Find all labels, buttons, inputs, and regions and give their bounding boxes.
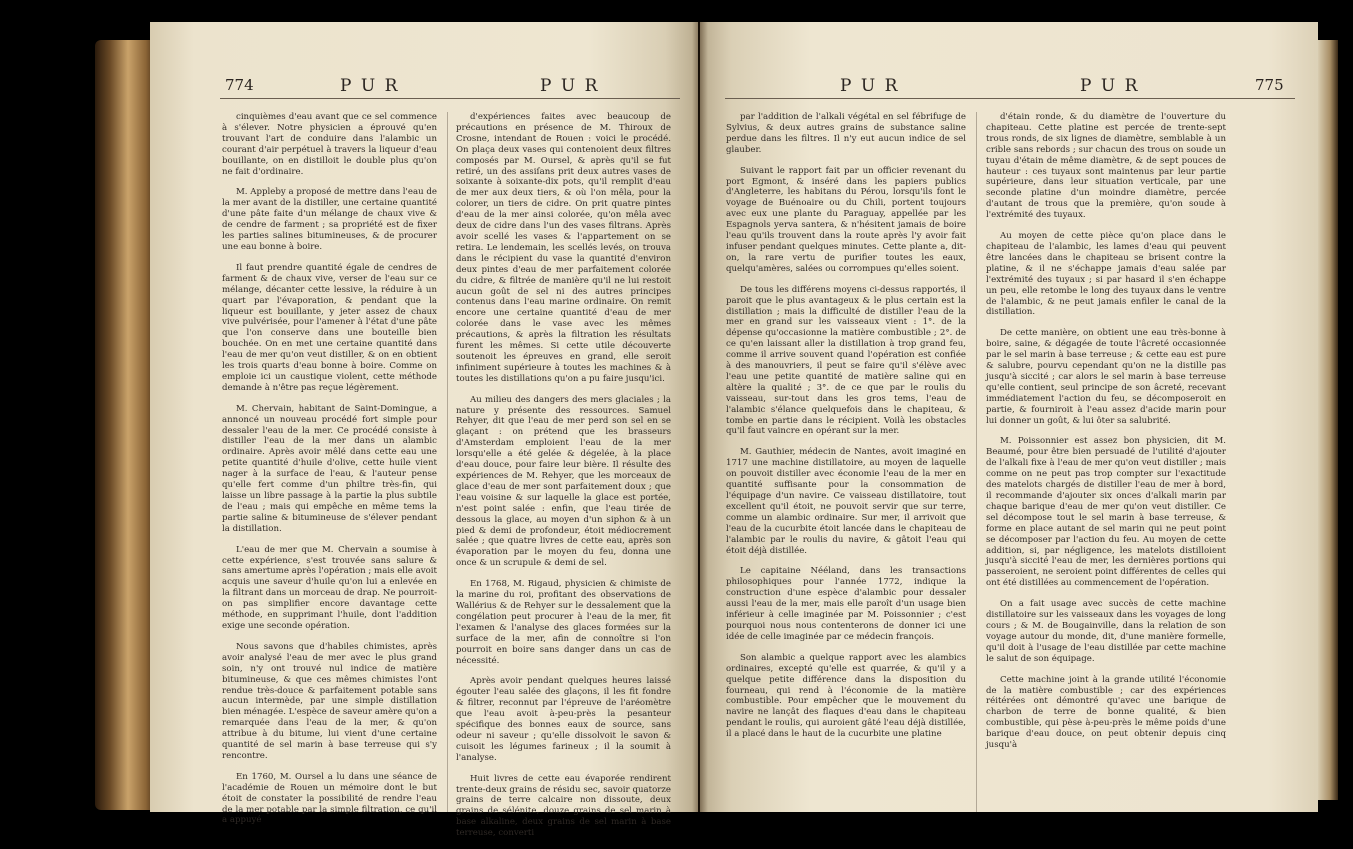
right-page-column-1 bbox=[726, 112, 966, 750]
paragraph: Il faut prendre quantité égale de cendres de farment & de chaux vive, verser de l'eau sur ce mélange, décanter cette lessive, la réduire à un quart par l'évaporation, & pendant que la liqueur est bouillante, y jeter assez de chaux vive pulvérisée, pour l'amener à l'état d'une pâte que l'on conserve dans une bouteille bien bouchée. On en met une certaine quantité dans l'eau de mer qu'on veut distiller, & on en obtient les trois quarts d'eau bonne à boire. Comme on emploie ici un caustique violent, cette méthode demande à n'être pas reçue légèrement. bbox=[222, 262, 437, 393]
left-page bbox=[150, 22, 698, 839]
paragraph: par l'addition de l'alkali végétal en sel fébrifuge de Sylvius, & deux autres grains de substance saline perdue dans les filtres. Il n'y eut aucun indice de sel glauber. bbox=[726, 112, 966, 155]
paragraph: L'eau de mer que M. Chervain a soumise à cette expérience, s'est trouvée sans salure & sans amertume après l'opération ; mais elle avoit acquis une saveur d'huile qu'on lui a enlevée en la filtrant dans un morceau de drap. Ne pourroit-on pas simplifier encore davantage cette méthode, en supprimant l'huile, dont l'addition exige une seconde opération. bbox=[222, 544, 437, 631]
paragraph: Après avoir pendant quelques heures laissé égouter l'eau salée des glaçons, il les fit fondre & filtrer, reconnut par l'épreuve de l'aréomètre que l'eau avoit à-peu-près la pesanteur spécifique des bonnes eaux de source, sans odeur ni saveur ; qu'elle dissolvoit le savon & cuisoit les légumes farineux ; il la soumit à l'analyse. bbox=[456, 676, 671, 763]
paragraph: d'étain ronde, & du diamètre de l'ouverture du chapiteau. Cette platine est percée de trente-sept trous ronds, de six lignes de diamètre, semblable à un crible sans rebords ; sur chacun des trous on soude un tuyau d'étain de même diamètre, & de sept pouces de hauteur : ces tuyaux sont maintenus par leur partie supérieure, dans leur situation verticale, par une seconde platine d'un moindre diamètre, percée d'autant de trous que la première, qu'on soude à l'extrémité des tuyaux. bbox=[986, 112, 1226, 221]
book-page-edges-left bbox=[95, 40, 155, 810]
left-page-column-2 bbox=[456, 112, 671, 849]
running-head-right-1: P U R bbox=[840, 76, 900, 96]
header-rule-right bbox=[725, 98, 1295, 99]
page-number-left: 774 bbox=[225, 76, 254, 94]
paragraph: Suivant le rapport fait par un officier revenant du port Egmont, & inséré dans les papiers publics d'Angleterre, les habitans du Pérou, lorsqu'ils font le voyage de Buénoaire ou du Chili, portent toujours avec eux une plante du Paraguay, appellée par les Espagnols yerva santera, & n'hésitent jamais de boire l'eau qu'ils trouvent dans la route après l'y avoir fait infuser pendant quelques minutes. Cette plante a, dit-on, la rare vertu de purifier toutes les eaux, quelqu'amères, salées ou corrompues qu'elles soient. bbox=[726, 165, 966, 274]
right-page-column-2 bbox=[986, 112, 1226, 761]
paragraph: cinquièmes d'eau avant que ce sel commence à s'élever. Notre physicien a éprouvé qu'en trouvant l'art de conduire dans l'alambic un courant d'air perpétuel à travers la liqueur d'eau bouillante, on en distilloit le double plus qu'on ne fait d'ordinaire. bbox=[222, 112, 437, 177]
paragraph: En 1760, M. Oursel a lu dans une séance de l'académie de Rouen un mémoire dont le but étoit de constater la possibilité de rendre l'eau de la mer potable par la simple filtration, ce qu'il a appuyé bbox=[222, 771, 437, 826]
paragraph: De tous les différens moyens ci-dessus rapportés, il paroit que le plus avantageux & le plus certain est la distillation ; mais la difficulté de distiller l'eau de la mer en grand sur les vaisseaux vient : 1°. de la dépense qu'occasionne la matière combustible ; 2°. de ce qu'en laissant aller la distillation à trop grand feu, comme il arrive souvent quand l'opération est confiée à des manouvriers, il peut se faire qu'il s'élève avec l'eau une petite quantité de matière saline qui en altère la qualité ; 3°. de ce que par le roulis du vaisseau, sur-tout dans les gros tems, l'eau de l'alambic s'élance quelquefois dans le chapiteau, & tombe en partie dans le récipient. Voilà les obstacles qu'il faut vaincre en opérant sur la mer. bbox=[726, 284, 966, 437]
running-head-left-1: P U R bbox=[340, 76, 400, 96]
header-rule-left bbox=[220, 98, 680, 99]
paragraph: En 1768, M. Rigaud, physicien & chimiste de la marine du roi, profitant des observations de Wallérius & de Rehyer sur le dessalement que la congélation peut procurer à l'eau de la mer, fit l'examen & l'analyse des glaces formées sur la surface de la mer, afin de connoître si l'on pourroit en boire sans danger dans un cas de nécessité. bbox=[456, 579, 671, 666]
paragraph: Huit livres de cette eau évaporée rendirent trente-deux grains de résidu sec, savoir quatorze grains de terre calcaire non dissoute, deux grains de sélénite, douze grains de sel marin à base alkaline, deux grains de sel marin à base terreuse, converti bbox=[456, 773, 671, 839]
book-gutter bbox=[692, 22, 708, 812]
paragraph: d'expériences faites avec beaucoup de précautions en présence de M. Thiroux de Crosne, intendant de Rouen : voici le procédé. On plaça deux vases qui contenoient deux filtres composés par M. Oursel, & après qu'il se fut retiré, un des assiſans prit deux autres vases de soixante à soixante-dix pots, qu'il remplit d'eau de mer aux deux tiers, & où l'on mêla, pour la colorer, un tiers de cidre. On prit quatre pintes d'eau de la mer ainsi colorée, qu'on mêla avec deux de cidre dans l'un des vases filtrans. Après avoir scellé les vases & l'appartement on se retira. Le lendemain, les scellés levés, on trouva dans le récipient du vase la quantité d'environ deux pintes d'eau de mer parfaitement colorée du cidre, & filtrée de manière qu'il ne lui restoit aucun goût de sel ni des autres principes contenus dans l'eau marine ordinaire. On remit encore une certaine quantité d'eau de mer colorée dans le vase avec les mêmes précautions, & après la filtration les résultats furent les mêmes. Si cette utile découverte soutenoit les épreuves en grand, elle seroit infiniment supérieure à toutes les machines & à toutes les distillations qu'on a pu faire jusqu'ici. bbox=[456, 112, 671, 384]
paragraph: M. Gauthier, médecin de Nantes, avoit imaginé en 1717 une machine distillatoire, au moyen de laquelle on pouvoit distiller avec économie l'eau de la mer en quantité suffisante pour la consommation de l'équipage d'un navire. Ce vaisseau distillatoire, tout excellent qu'il étoit, ne pouvoit servir que sur terre, comme un alambic ordinaire. Sur mer, il arrivoit que l'eau de la cucurbite étoit lancée dans le chapiteau de l'alambic par le roulis du navire, & gâtoit l'eau qui étoit déjà distillée. bbox=[726, 447, 966, 556]
paragraph: Au milieu des dangers des mers glaciales ; la nature y présente des ressources. Samuel Rehyer, dit que l'eau de mer perd son sel en se glaçant : on prétend que les brasseurs d'Amsterdam emploient l'eau de la mer lorsqu'elle a été gelée & dégelée, à la place d'eau douce, pour faire leur bière. Il résulte des expériences de M. Rehyer, que les morceaux de glace d'eau de mer sont parfaitement doux ; que l'eau voisine & sur laquelle la glace est portée, n'est point salée : enfin, que l'eau tirée de dessous la glace, au moyen d'un siphon & à un pied & demi de profondeur, étoit médiocrement salée ; que quatre livres de cette eau, après son évaporation par le moyen du feu, donna une once & un scrupule & demi de sel. bbox=[456, 394, 671, 569]
paragraph: Le capitaine Nééland, dans les transactions philosophiques pour l'année 1772, indique la construction d'une espèce d'alambic pour dessaler aussi l'eau de la mer, mais elle paroît d'un usage bien inférieur à celle imaginée par M. Poissonnier ; c'est pourquoi nous nous contenterons de donner ici une idée de celle imaginée par ce médecin françois. bbox=[726, 566, 966, 642]
column-divider-right bbox=[976, 112, 977, 812]
column-divider-left bbox=[447, 112, 448, 812]
paragraph: M. Poissonnier est assez bon physicien, dit M. Beaumé, pour être bien persuadé de l'utilité d'ajouter de l'alkali fixe à l'eau de mer qu'on veut distiller ; mais comme on ne peut pas trop compter sur l'exactitude des matelots chargés de distiller l'eau de mer à bord, il recommande d'ajouter six onces d'alkali marin par chaque barique d'eau de mer qu'on veut distiller. Ce sel décompose tout le sel marin à base terreuse, & forme en place autant de sel marin qui ne peut point se décomposer par l'action du feu. Au moyen de cette addition, si, par négligence, les matelots distilloient jusqu'à siccité l'eau de mer, les dernières portions qui passeroient, ne seroient point différentes de celles qui ont été distillées au commencement de l'opération. bbox=[986, 436, 1226, 589]
paragraph: De cette manière, on obtient une eau très-bonne à boire, saine, & dégagée de toute l'âcreté occasionnée par le sel marin à base terreuse ; & cette eau est pure & salubre, pourvu cependant qu'on ne la distille pas jusqu'à siccité ; car alors le sel marin à base terreuse qu'elle contient, seul principe de son âcreté, recevant immédiatement l'action du feu, se décomposeroit en partie, & fourniroit à l'eau assez d'acide marin pour lui donner un goût, & lui ôter sa salubrité. bbox=[986, 328, 1226, 426]
paragraph: M. Appleby a proposé de mettre dans l'eau de la mer avant de la distiller, une certaine quantité d'une pâte faite d'un mélange de chaux vive & de cendre de farment ; sa propriété est de fixer les parties salines bitumineuses, & de procurer une eau bonne à boire. bbox=[222, 187, 437, 252]
paragraph: Cette machine joint à la grande utilité l'économie de la matière combustible ; car des expériences réitérées ont démontré qu'avec une barique de charbon de terre de bonne qualité, & bien combustible, qui pèse à-peu-près le même poids d'une barique d'eau douce, on peut obtenir depuis cinq jusqu'à bbox=[986, 674, 1226, 751]
running-head-right-2: P U R bbox=[1080, 76, 1140, 96]
left-page-column-1 bbox=[222, 112, 437, 836]
page-number-right: 775 bbox=[1255, 76, 1284, 94]
book-page-edges-right bbox=[1318, 40, 1338, 800]
paragraph: Au moyen de cette pièce qu'on place dans le chapiteau de l'alambic, les lames d'eau qui peuvent être lancées dans le chapiteau se brisent contre la platine, & il ne s'échappe jamais d'eau salée par l'extrémité des tuyaux ; si par hasard il s'en échappe un peu, elle retombe le long des tuyaux dans le ventre de l'alambic, & ne peut jamais enfiler le canal de la distillation. bbox=[986, 231, 1226, 318]
running-head-left-2: P U R bbox=[540, 76, 600, 96]
right-page bbox=[700, 22, 1318, 812]
paragraph: On a fait usage avec succès de cette machine distillatoire sur les vaisseaux dans les voyages de long cours ; & M. de Bougainville, dans la relation de son voyage autour du monde, dit, d'une manière formelle, qu'il doit à l'usage de l'eau distillée par cette machine le salut de son équipage. bbox=[986, 599, 1226, 664]
paragraph: Son alambic a quelque rapport avec les alambics ordinaires, excepté qu'elle est quarrée, & qu'il y a quelque petite différence dans la disposition du fourneau, qui rend à l'économie de la matière combustible. Pour empêcher que le mouvement du navire ne lançât des flaques d'eau dans le chapiteau pendant le roulis, qui auroient gâté l'eau déjà distillée, il a placé dans le haut de la cucurbite une platine bbox=[726, 652, 966, 740]
paragraph: M. Chervain, habitant de Saint-Domingue, a annoncé un nouveau procédé fort simple pour dessaler l'eau de la mer. Ce procédé consiste à distiller l'eau de la mer dans un alambic ordinaire. Après avoir mêlé dans cette eau une petite quantité d'huile d'olive, cette huile vient nager à la surface de l'eau, & l'auteur pense qu'elle fert comme d'un philtre très-fin, qui laisse un libre passage à la partie la plus subtile de l'eau ; mais qui empêche en même tems la partie saline & bitumineuse de s'élever pendant la distillation. bbox=[222, 403, 437, 534]
paragraph: Nous savons que d'habiles chimistes, après avoir analysé l'eau de mer avec le plus grand soin, n'y ont trouvé nul indice de matière bitumineuse, & que ces mêmes chimistes l'ont rendue très-douce & parfaitement potable sans aucun intermède, par une simple distillation bien ménagée. L'espèce de saveur amère qu'on a remarquée dans l'eau de la mer, & qu'on attribue à du bitume, lui vient d'une certaine quantité de sel marin à base terreuse qui s'y rencontre. bbox=[222, 641, 437, 761]
